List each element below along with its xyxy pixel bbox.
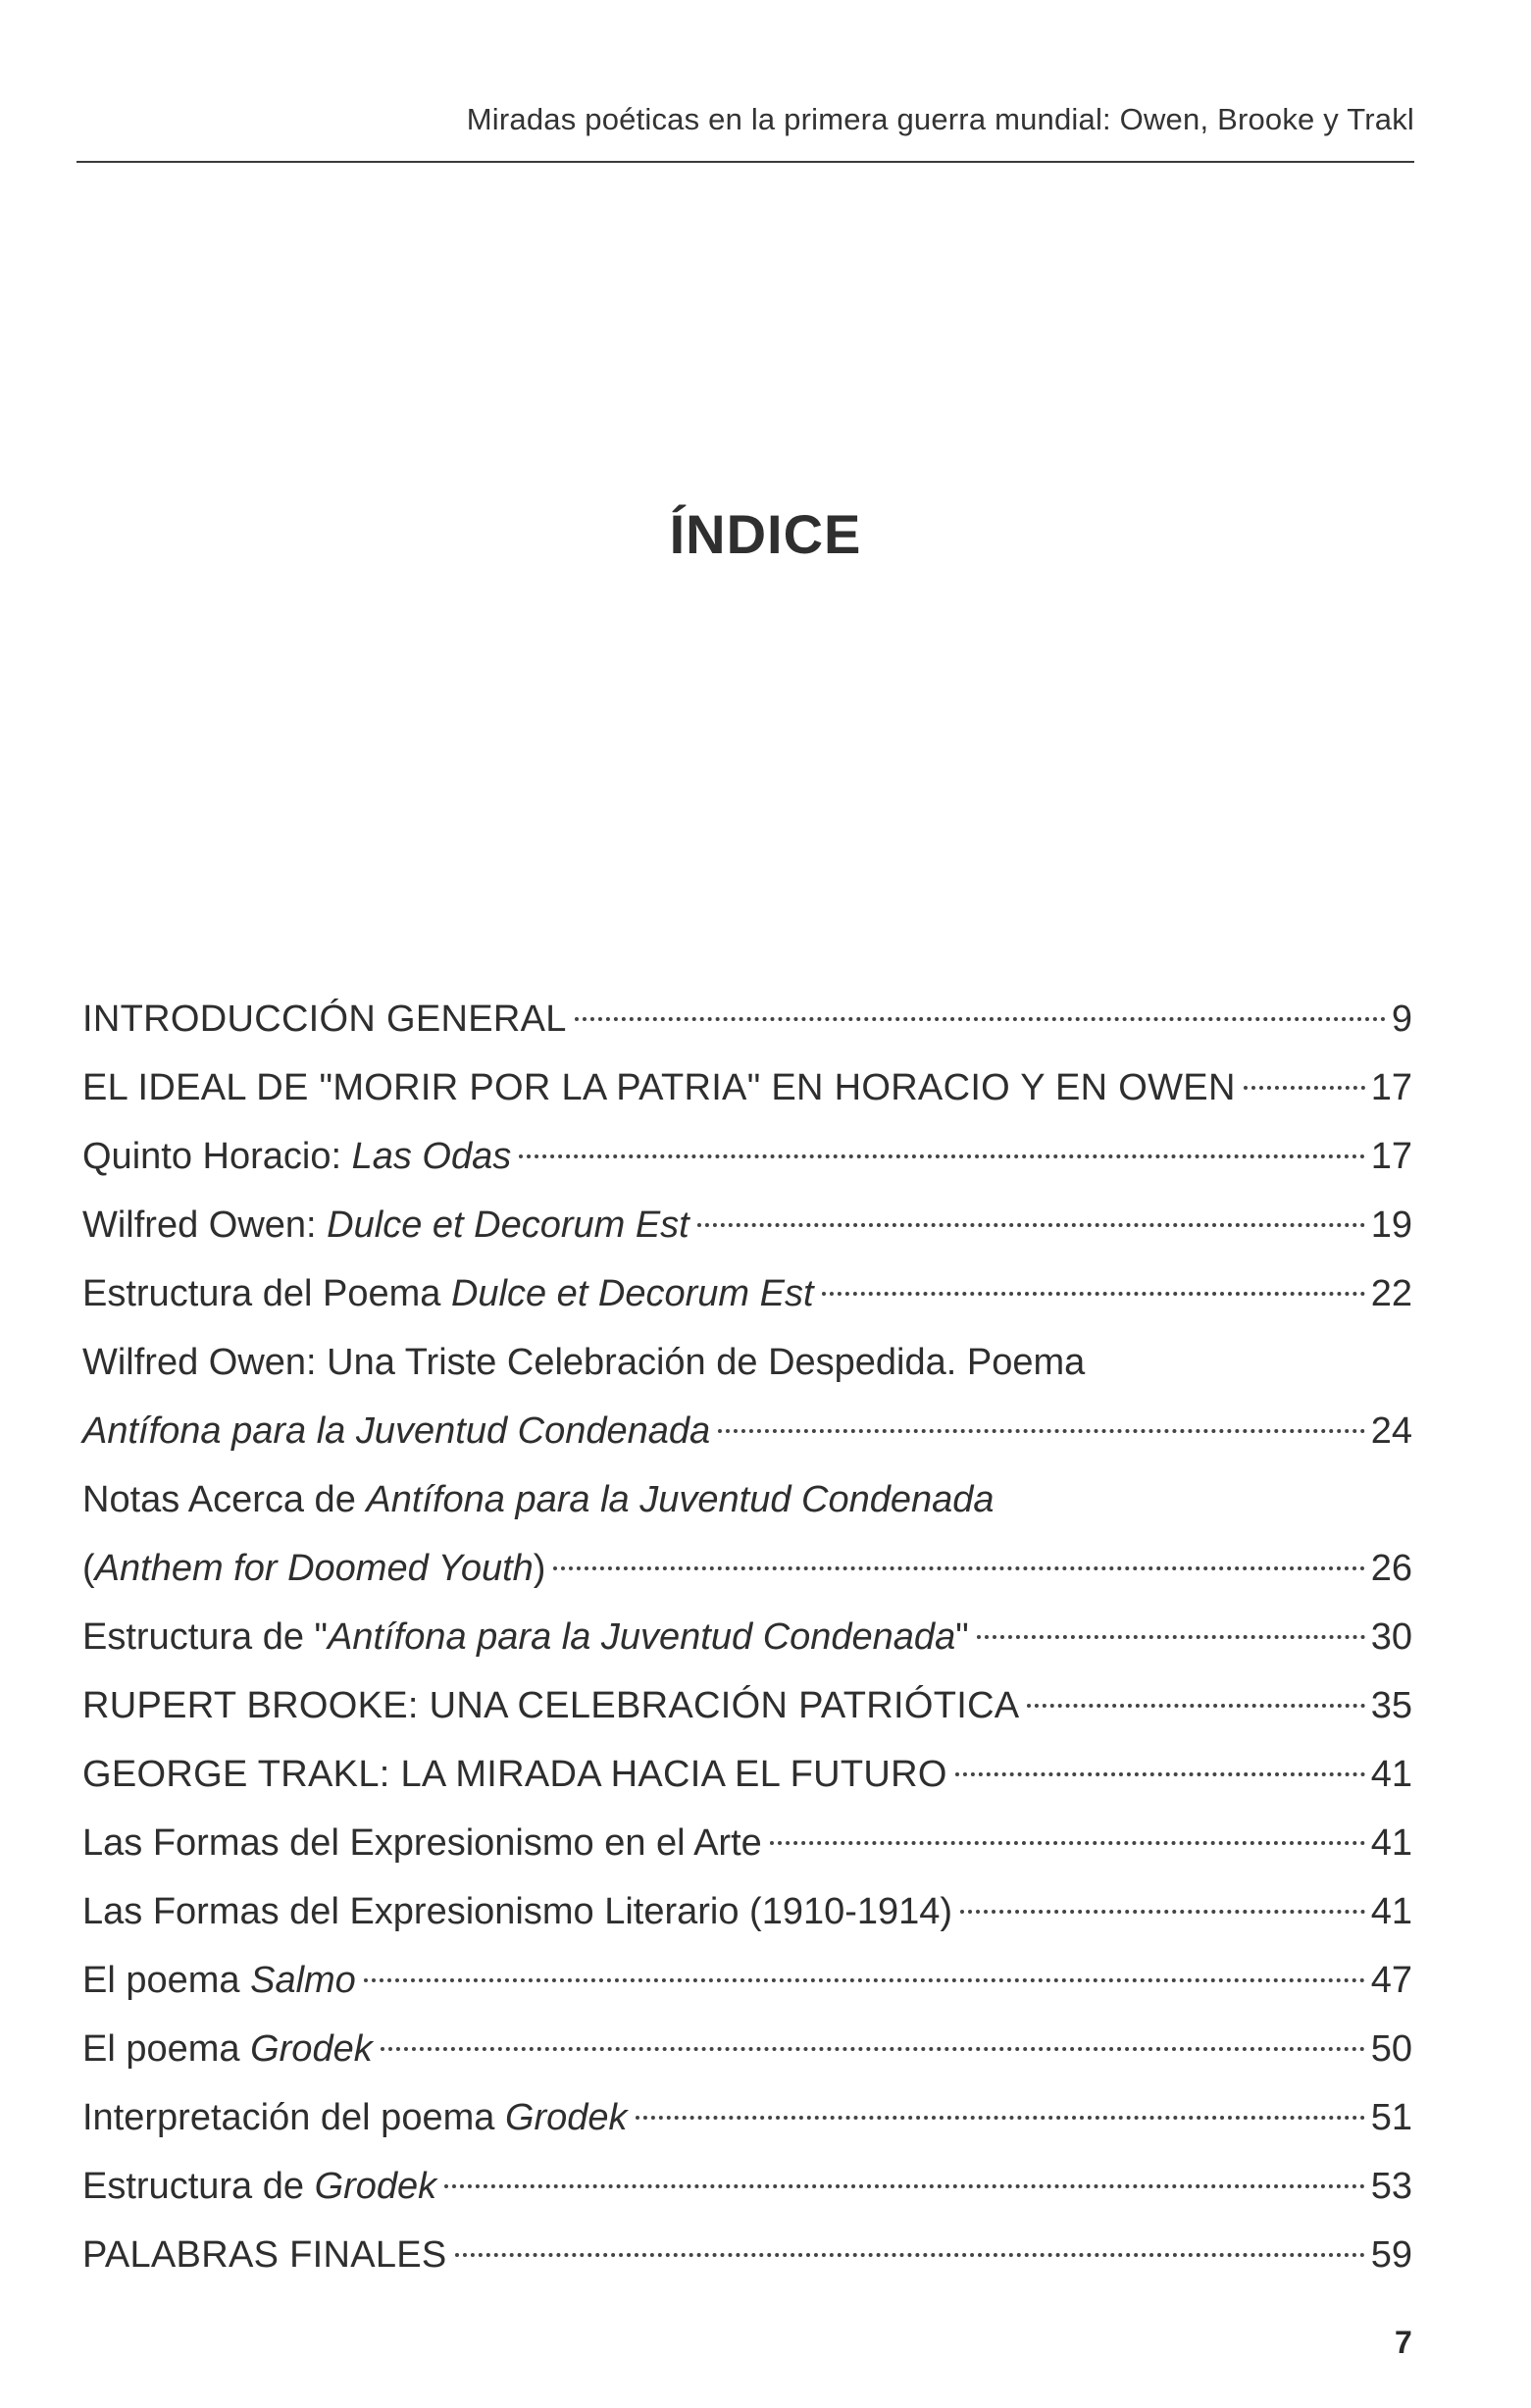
toc-entry-page: 41 xyxy=(1370,1822,1412,1864)
dot-leader xyxy=(977,1635,1365,1639)
toc-entry[interactable] xyxy=(82,2152,1412,2221)
dot-leader xyxy=(519,1154,1364,1158)
toc-entry-title: El poema Salmo xyxy=(82,1960,356,2001)
toc-entry-title: Wilfred Owen: Una Triste Celebración de Despedida. Poema xyxy=(82,1342,1086,1383)
toc-entry[interactable] xyxy=(82,1122,1412,1191)
dot-leader xyxy=(455,2253,1365,2257)
toc-entry[interactable] xyxy=(82,985,1412,1053)
toc-entry-title: Las Formas del Expresionismo en el Arte xyxy=(82,1822,762,1864)
toc-entry-title: Estructura de Grodek xyxy=(82,2166,437,2207)
toc-entry-first-line[interactable] xyxy=(82,1328,1412,1397)
toc-entry-title: Wilfred Owen: Dulce et Decorum Est xyxy=(82,1204,689,1246)
toc-entry-page: 59 xyxy=(1370,2234,1412,2276)
toc-entry-title: (Anthem for Doomed Youth) xyxy=(82,1548,546,1589)
toc-entry[interactable] xyxy=(82,1259,1412,1328)
toc-entry[interactable] xyxy=(82,1740,1412,1809)
table-of-contents xyxy=(82,985,1412,2289)
page-title: ÍNDICE xyxy=(669,503,862,565)
toc-entry-title: Notas Acerca de Antífona para la Juventud Condenada xyxy=(82,1479,995,1520)
toc-entry[interactable] xyxy=(82,1946,1412,2015)
toc-entry-title: El poema Grodek xyxy=(82,2028,373,2070)
toc-entry-page: 22 xyxy=(1370,1273,1412,1314)
toc-entry[interactable] xyxy=(82,1877,1412,1946)
toc-entry-page: 35 xyxy=(1370,1685,1412,1726)
toc-entry-page: 19 xyxy=(1370,1204,1412,1246)
toc-entry-title: INTRODUCCIÓN GENERAL xyxy=(82,999,567,1040)
running-header: Miradas poéticas en la primera guerra mundial: Owen, Brooke y Trakl xyxy=(466,102,1414,136)
toc-entry[interactable] xyxy=(82,1053,1412,1122)
toc-entry-page: 41 xyxy=(1370,1891,1412,1932)
toc-entry-page: 47 xyxy=(1370,1960,1412,2001)
toc-entry[interactable] xyxy=(82,1534,1412,1603)
toc-entry-title: RUPERT BROOKE: UNA CELEBRACIÓN PATRIÓTICA xyxy=(82,1685,1020,1726)
toc-entry-title: Estructura del Poema Dulce et Decorum Est xyxy=(82,1273,814,1314)
toc-entry-first-line[interactable] xyxy=(82,1465,1412,1534)
header-rule xyxy=(77,161,1414,163)
toc-entry-title: EL IDEAL DE "MORIR POR LA PATRIA" EN HORACIO Y EN OWEN xyxy=(82,1067,1236,1108)
dot-leader xyxy=(444,2184,1365,2188)
dot-leader xyxy=(718,1429,1365,1433)
toc-entry-title: Interpretación del poema Grodek xyxy=(82,2097,628,2138)
toc-entry-page: 50 xyxy=(1370,2028,1412,2070)
toc-entry-page: 9 xyxy=(1391,999,1412,1040)
toc-entry[interactable] xyxy=(82,2083,1412,2152)
dot-leader xyxy=(770,1841,1365,1845)
toc-entry-page: 17 xyxy=(1370,1067,1412,1108)
dot-leader xyxy=(822,1292,1365,1296)
dot-leader xyxy=(381,2047,1365,2051)
toc-entry-page: 24 xyxy=(1370,1410,1412,1452)
toc-entry-page: 53 xyxy=(1370,2166,1412,2207)
toc-entry[interactable] xyxy=(82,1809,1412,1877)
toc-entry[interactable] xyxy=(82,1191,1412,1259)
toc-entry-title: GEORGE TRAKL: LA MIRADA HACIA EL FUTURO xyxy=(82,1754,947,1795)
toc-entry-title: Quinto Horacio: Las Odas xyxy=(82,1136,512,1177)
toc-entry-page: 26 xyxy=(1370,1548,1412,1589)
toc-entry-title: Las Formas del Expresionismo Literario (1910-1914) xyxy=(82,1891,953,1932)
dot-leader xyxy=(960,1910,1365,1914)
toc-entry-title: PALABRAS FINALES xyxy=(82,2234,447,2276)
dot-leader xyxy=(1244,1086,1365,1090)
dot-leader xyxy=(364,1978,1365,1982)
toc-entry[interactable] xyxy=(82,2015,1412,2083)
dot-leader xyxy=(636,2116,1365,2120)
toc-entry-title: Antífona para la Juventud Condenada xyxy=(82,1410,711,1452)
toc-entry[interactable] xyxy=(82,1671,1412,1740)
dot-leader xyxy=(553,1566,1364,1570)
toc-entry-page: 30 xyxy=(1370,1616,1412,1658)
toc-entry-page: 51 xyxy=(1370,2097,1412,2138)
dot-leader xyxy=(575,1017,1386,1021)
toc-entry-page: 17 xyxy=(1370,1136,1412,1177)
page-number: 7 xyxy=(1395,2325,1412,2360)
toc-entry-title: Estructura de "Antífona para la Juventud Condenada" xyxy=(82,1616,969,1658)
toc-entry-page: 41 xyxy=(1370,1754,1412,1795)
toc-entry[interactable] xyxy=(82,2221,1412,2289)
toc-entry[interactable] xyxy=(82,1397,1412,1465)
dot-leader xyxy=(955,1772,1365,1776)
dot-leader xyxy=(697,1223,1365,1227)
dot-leader xyxy=(1027,1704,1364,1708)
toc-entry[interactable] xyxy=(82,1603,1412,1671)
